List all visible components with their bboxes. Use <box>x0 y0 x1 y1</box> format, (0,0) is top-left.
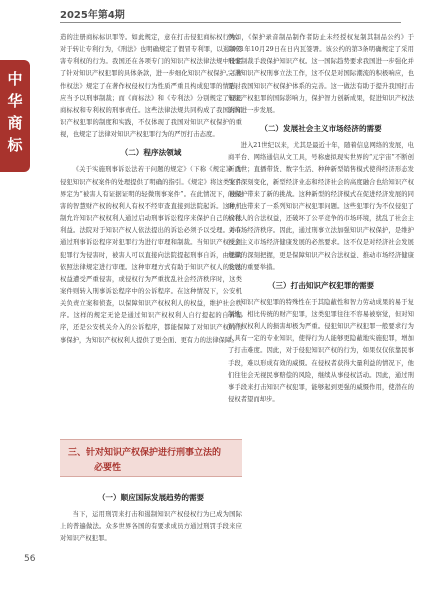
paragraph: 当下，运用刑罚来打击和遏制知识产权侵权行为已成为国际上的普遍做法。众多世界各国的有要求成员方通过刑罚手段来应对知识产权犯罪。 <box>60 511 242 543</box>
section-heading-international: （一）顺应国际发展趋势的需要 <box>97 493 205 502</box>
right-column <box>228 32 414 406</box>
issue-label: 2025年第4期 <box>60 10 125 21</box>
chapter-heading-line-2: 必要性 <box>94 463 122 473</box>
chapter-heading-line-1: 三、针对知识产权保护进行刑事立法的 <box>68 448 222 458</box>
header-divider <box>60 22 401 23</box>
page-number: 56 <box>24 554 36 564</box>
journal-side-title <box>5 68 25 156</box>
journal-side-tab <box>0 60 30 172</box>
paragraph: 例如，《保护录音制品制作者防止未经授权复制其制品公约》于1971年10月29日在日内瓦签署。该公约的第3条明确规定了采用刑事制裁手段保护知识产权。这一国际趋势要求我国进一步强化并完善知识产权刑事立法工作，这不仅是对国际潮流的积极响应，也是对我国知识产权保护体系的完善。这一做法有助于提升我国打击知识产权犯罪的国际影响力，保护智力创新成果，促进知识产权法治的进一步发展。 <box>228 34 414 114</box>
left-column-bottom <box>60 486 242 545</box>
side-char-2: 华 <box>7 92 23 110</box>
paragraph: 进入21世纪以来，尤其是最近十年，随着信息网络的发展，电商平台、网络通信从文工具，号称虚拟现实世界的“元宇宙”不断创新面世；直播带货、数字生活、种种新型销售模式使得经济形态发生了深刻变化，新型经济业态和经济社会的高度融合也给知识产权的保护带来了新的挑战。这种新型的经济模式在促进经济发展的同时，也带来了一系列知识产权犯罪问题。这些犯罪行为不仅侵犯了权利人的合法权益，还破坏了公平竞争的市场环境，扰乱了社会主义市场经济秩序。因此，通过刑事立法加强知识产权保护，是维护社会主义市场经济健康发展的必然要求。这不仅是对经济社会发展规律的深刻把握，更是保障知识产权合法权益、推动市场经济健康发展的重要举措。 <box>228 142 414 271</box>
side-char-3: 商 <box>7 114 23 132</box>
side-char-1: 中 <box>7 70 23 88</box>
chapter-heading-box <box>60 439 242 477</box>
paragraph: 知识产权犯罪的特殊性在于其隐蔽性和智力劳动成果的易于复制性。相比传统的财产犯罪，这类犯罪往往不容易被察觉，但对知识产权权利人的损害却极为严重。侵犯知识产权犯罪一般要求行为人具有一定的专业知识，使得行为人能够更隐蔽地实施犯罪，增加了打击难度。因此，对于侵犯知识产权的行为，如果仅仅依靠民事手段，难以形成有效的威慑。在侵权者获得大量利益的情况下，他们往往会无视民事赔偿的风险，继续从事侵权活动。因此，通过刑事手段来打击知识产权犯罪，能够起到更强的威慑作用，使潜在的侵权者望而却步。 <box>228 298 414 404</box>
section-heading-procedural-law: （二）程序法领域 <box>120 148 182 158</box>
section-heading-market-economy: （二）发展社会主义市场经济的需要 <box>260 124 382 134</box>
section-heading-crime: （三）打击知识产权犯罪的需要 <box>267 280 375 290</box>
paragraph: 造的注册商标标识罪等。如此规定，意在打击侵犯商标权行为。对于转让专利行为，《刑法》也明确规定了假冒专利罪，以遏制侵害专利权的行为。我国还在各项专门的知识产权法律法规中设定了针对知识产权犯罪的具体条款，进一步细化知识产权保护。《著作权法》规定了在著作权侵权行为性质严重且构成犯罪的情形，应当予以刑事制裁；而《商标法》和《专利法》分别规定了侵犯商标权和专利权的刑事责任。这些法律法规共同构成了我国对知识产权犯罪的制度和实践，不仅体现了我国对知识产权保护的重视，也规定了法律对知识产权犯罪行为的严厉打击态度。 <box>60 34 242 139</box>
left-column <box>60 32 242 347</box>
paragraph: 《关于实施刑事诉讼法若干问题的规定》（下称《规定》）为侵犯知识产权案件的处理提供了明确的指引。《规定》将这类案件界定为“被害人有证据证明的轻微刑事案件”。在此情况下，被侵害的智慧财产权的权利人有权不经审查直接到法院起诉。这种机制允许知识产权权利人通过启动刑事诉讼程序来保护自己的合法利益。法院对于知识产权人依法提出的诉讼必须予以受理。并在通过刑事诉讼程序对犯罪行为进行审理和制裁。当知识产权受到犯罪行为侵害时，被害人可以直接向法院提起刑事自诉，由法院依照法律规定进行审理。这种审理方式有助于知识产权人的合法权益遭受严重侵害，或侵权行为严重扰乱社会经济秩序时，这类案件则转入刑事诉讼程序中的公诉程序。在这种情况下，公安机关负责立案和侦查，以保障知识产权权利人的权益，维护社会秩序。这样的规定无论是通过知识产权权利人自行提起的自诉程序，还是公安机关介入的公诉程序，都能保障了对知识产权的刑事保护，为知识产权权利人提供了更全面、更有力的法律保障。 <box>60 166 242 344</box>
side-char-4: 标 <box>7 136 23 154</box>
